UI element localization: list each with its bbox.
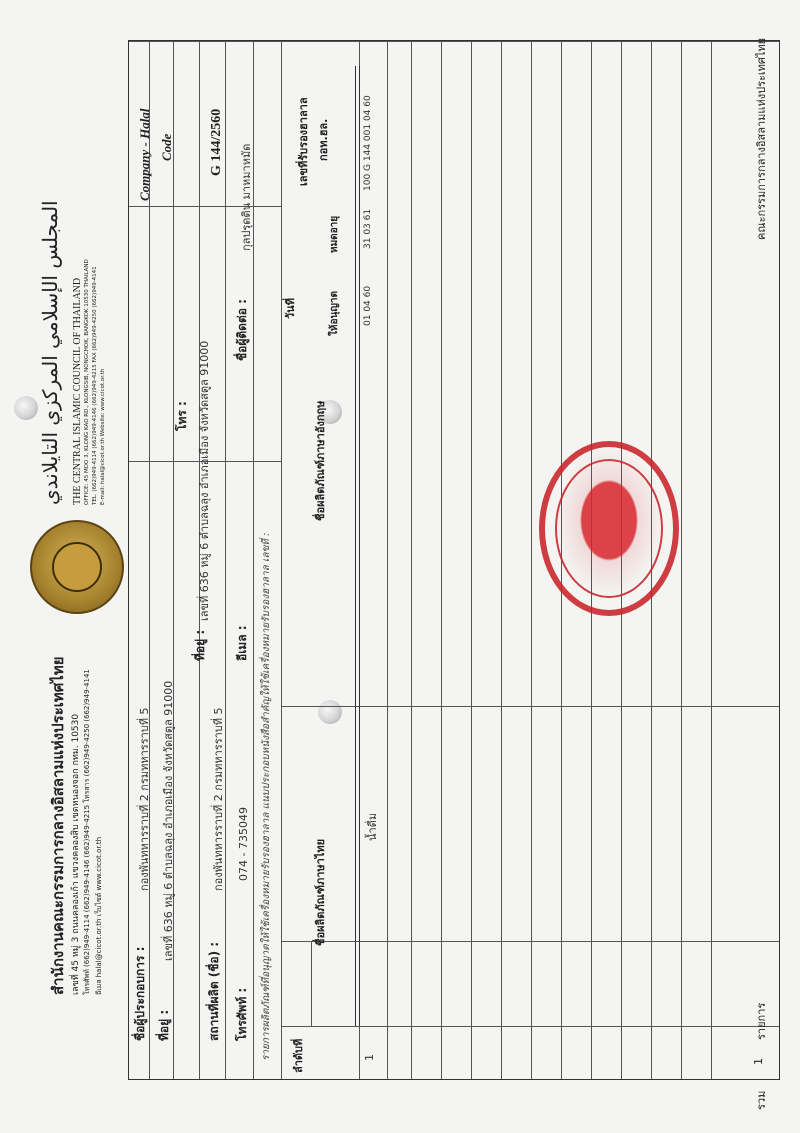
org-address-th: เลขที่ 45 หมู่ 3 ถนนคลองเก้า แขวงคลองสิบ เขตหนองจอก กทม. 10530: [71, 713, 81, 995]
official-red-stamp: [539, 441, 679, 616]
company-heading-1: Company - Halal: [137, 108, 152, 201]
row-1-no: 1: [363, 1054, 376, 1061]
col-name-th: ชื่อผลิตภัณฑ์ภาษาไทย: [314, 838, 327, 946]
org-address-en: OFFICE: 45 MOO 3, KLONG KAO RD., KLONGSIB, NONGCHOK, BANGKOK 10530 THAILAND: [84, 259, 90, 505]
org-contact-en: TEL. (662)949-4114 (662)949-4146 (662)949-4215 FAX (662)949-4250 (662)949-4141: [92, 266, 98, 505]
org-name-arabic: المجلس الإسلامي المركزي التايلاندي: [38, 200, 62, 505]
col-issue: ให้อนุญาต: [329, 291, 340, 336]
row-1-issue: 01 04 60: [363, 285, 373, 326]
total-unit: รายการ: [755, 1002, 768, 1040]
factory-label: สถานที่ผลิต (ชื่อ) :: [207, 941, 221, 1041]
list-caption: รายการผลิตภัณฑ์ที่อนุญาตให้ใช้เครื่องหมายรับรองฮาลาล แนบประกอบหนังสือสำคัญให้ใช้เครื่องหมายรับรองฮาลาล เลขที่ :: [261, 532, 272, 1061]
company-heading-2: Code: [159, 133, 174, 161]
col-date: วันที่: [284, 298, 297, 319]
factory-value: กองพันทหารราบที่ 2 กรมทหารราบที่ 5: [212, 707, 225, 891]
col-cert-1: เลขที่รับรองฮาลาล: [297, 97, 310, 186]
email-label: อีเมล :: [235, 625, 249, 661]
org-name-en: THE CENTRAL ISLAMIC COUNCIL OF THAILAND: [72, 277, 83, 505]
total-label: รวม: [755, 1090, 768, 1110]
phone-label: โทรศัพท์ :: [235, 987, 249, 1041]
company-code: G 144/2560: [209, 108, 224, 176]
hole-punch: [14, 396, 38, 420]
row-1-expire: 31 03 61: [363, 208, 373, 249]
row-1-cert: 100 G 144 001 04 60: [363, 95, 373, 191]
factory-address-label: ที่อยู่ :: [193, 629, 207, 661]
contact-value: กุลปรุดติน มาหมาหมัด: [240, 143, 253, 251]
total-value: 1: [752, 1058, 765, 1065]
halal-product-form: [128, 37, 780, 1080]
factory-address-value: เลขที่ 636 หมู่ 6 ตำบลฉลุง อำเภอเมือง จังหวัดสตูล 91000: [198, 340, 211, 621]
org-email-en: E-mail: halal@cicot.or.th Website: www.cicot.or.th: [100, 368, 106, 505]
operator-value: กองพันทหารราบที่ 2 กรมทหารราบที่ 5: [138, 707, 151, 891]
phone-value: 074 - 735049: [237, 807, 250, 881]
org-email-th: อีเมล halal@cicot.or.th เว็บไซต์ www.cicot.or.th: [95, 836, 103, 995]
col-name-en: ชื่อผลิตภัณฑ์ภาษาอังกฤษ: [314, 400, 327, 521]
row-1-name-th: น้ำดื่ม: [366, 812, 379, 841]
col-no: ลำดับที่: [292, 1038, 305, 1073]
col-expire: หมดอายุ: [329, 215, 340, 253]
org-name-th: สำนักงานคณะกรรมการกลางอิสลามแห่งประเทศไทย: [49, 656, 67, 995]
org-contact-th: โทรศัพท์ (662)949-4114 (662)949-4146 (662)949-4215 โทรสาร (662)949-4250 (662)949-4141: [83, 669, 91, 995]
operator-label: ชื่อผู้ประกอบการ :: [133, 946, 147, 1041]
contact-label: ชื่อผู้ติดต่อ :: [235, 299, 249, 361]
footer-note: คณะกรรมการกลางอิสลามแห่งประเทศไทย: [755, 37, 768, 240]
address-label: ที่อยู่ :: [157, 1009, 171, 1041]
col-cert-2: กอท.ฮล.: [317, 118, 330, 161]
address-value: เลขที่ 636 หมู่ 6 ตำบลฉลุง อำเภอเมือง จังหวัดสตูล 91000: [162, 680, 175, 961]
phone-top-label: โทร :: [175, 401, 189, 431]
